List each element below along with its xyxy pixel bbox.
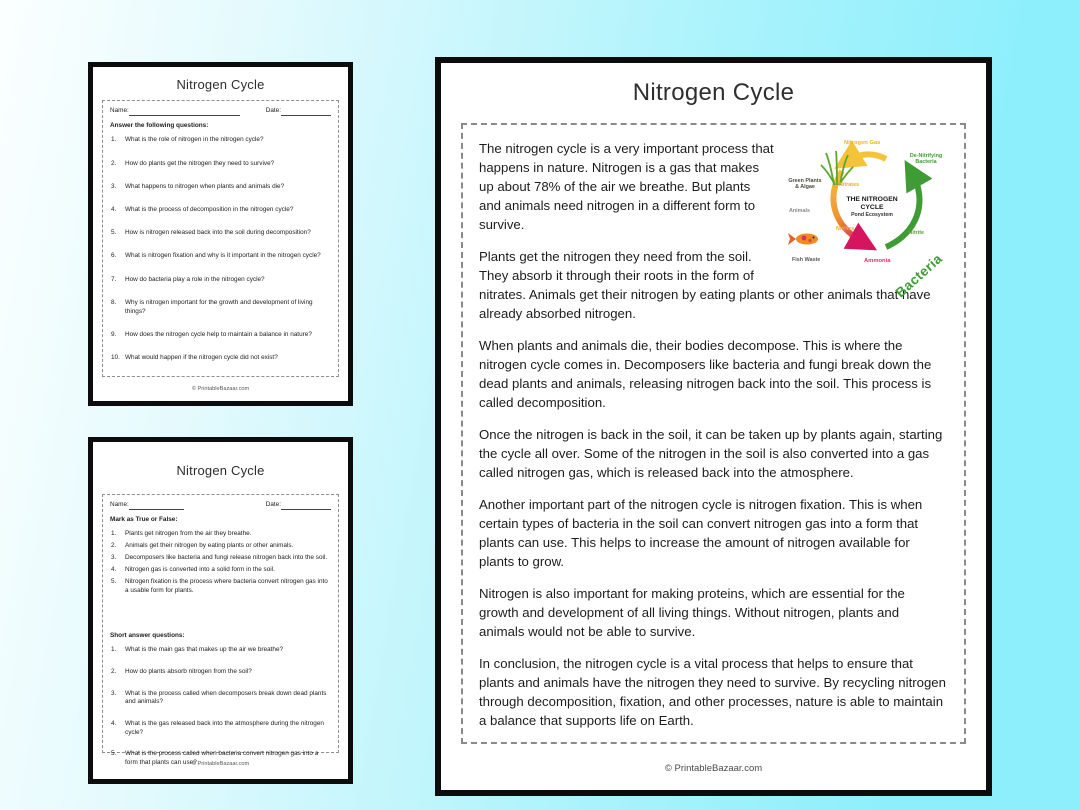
paragraph: In conclusion, the nitrogen cycle is a vital process that helps to ensure that plants and animals have the nitrogen they need to survive. By recycling nitrogen through decomposition, fixation, and other processes, nature is able to maintain a balance that supports life on Earth. (479, 656, 946, 728)
label-nitrite: Nitrite (908, 230, 924, 236)
diagram-title: THE NITROGEN CYCLE (846, 196, 898, 212)
question-item: What is the role of nitrogen in the nitrogen cycle? (125, 136, 264, 144)
question-item: How do plants get the nitrogen they need to survive? (125, 159, 275, 167)
page-title: Nitrogen Cycle (632, 79, 795, 106)
nitrogen-gas-arrow (847, 154, 886, 161)
short-answer-item: What is the main gas that makes up the air we breathe? (125, 646, 284, 654)
short-answer-item: How do plants absorb nitrogen from the soil? (125, 667, 252, 675)
name-blank-line (129, 503, 184, 510)
worksheet-truefalse-page (88, 437, 353, 784)
reading-passage-page (435, 57, 992, 796)
truefalse-item: Plants get nitrogen from the air they breathe. (125, 530, 252, 538)
truefalse-header: Mark as True or False: (110, 515, 178, 523)
paragraph: Once the nitrogen is back in the soil, it can be taken up by plants again, starting the cycle all over. Some of the nitrogen in the soil is also converted into a gas called nitrogen gas, which is released back into the atmosphere. (479, 427, 943, 480)
paragraph: Nitrogen is also important for making proteins, which are essential for the growth and development of all living things. Without nitrogen, plants and animals would not be able to survive. (479, 586, 905, 639)
name-blank-line (129, 109, 240, 116)
label-ammonia: Ammonia (864, 258, 891, 264)
short-answer-section (110, 632, 331, 768)
worksheet-questions-page (88, 62, 353, 406)
question-item: What is the process of decomposition in the nitrogen cycle? (125, 205, 294, 213)
diagram-subtitle: Pond Ecosystem (851, 212, 893, 219)
short-answer-item: What is the process called when bacteria convert nitrogen gas into a form that plants can use? (125, 750, 319, 766)
label-nitrates: Nitrates (839, 182, 860, 188)
truefalse-item: Animals get their nitrogen by eating plants or other animals. (125, 542, 294, 550)
question-list (110, 136, 331, 362)
question-item: What happens to nitrogen when plants and animals die? (125, 182, 285, 190)
label-bacteria: Bacteria (892, 251, 945, 301)
reading-body (461, 123, 966, 744)
short-answer-header: Short answer questions: (110, 631, 185, 639)
truefalse-item: Nitrogen fixation is the process where bacteria convert nitrogen gas into a usable form for plants. (125, 578, 328, 595)
label-nitrogen-gas: Nitrogen Gas (844, 140, 881, 146)
page-title: Nitrogen Cycle (176, 463, 265, 478)
paragraph: Another important part of the nitrogen cycle is nitrogen fixation. This is when certain types of bacteria in the soil can convert nitrogen gas into a form that plants can use. This helps to increase the amount of nitrogen available for plants to grow. (479, 497, 923, 569)
label-denitrifying-bacteria: De-Nitrifying Bacteria (909, 153, 943, 165)
brand-footer: © PrintableBazaar.com (191, 386, 250, 392)
truefalse-list (110, 530, 331, 595)
page-title: Nitrogen Cycle (176, 77, 265, 92)
question-item: What would happen if the nitrogen cycle did not exist? (125, 354, 278, 362)
date-label: Date: (265, 501, 282, 508)
short-answer-item: What is the gas released back into the atmosphere during the nitrogen cycle? (125, 719, 324, 736)
section-header: Answer the following questions: (110, 121, 209, 129)
label-nitrites: Nitrites (836, 226, 855, 232)
brand-footer: © PrintableBazaar.com (664, 763, 763, 774)
date-blank-line (281, 503, 331, 510)
label-animals: Animals (789, 208, 810, 214)
question-item: How do bacteria play a role in the nitrogen cycle? (125, 275, 265, 283)
question-item: What is nitrogen fixation and why is it important in the nitrogen cycle? (125, 252, 321, 260)
name-label: Name: (110, 501, 129, 508)
date-blank-line (281, 109, 331, 116)
worksheet-body (102, 100, 339, 377)
brand-footer: © PrintableBazaar.com (191, 761, 250, 767)
short-answer-item: What is the process called when decomposers break down dead plants and animals? (125, 689, 327, 706)
date-label: Date: (265, 107, 281, 114)
short-answer-list (110, 646, 331, 767)
truefalse-item: Decomposers like bacteria and fungi release nitrogen back into the soil. (125, 554, 328, 562)
question-item: How does the nitrogen cycle help to maintain a balance in nature? (125, 330, 312, 338)
name-label: Name: (110, 107, 129, 114)
name-date-row (110, 501, 331, 510)
fish-graphic (788, 233, 818, 245)
paragraph: The nitrogen cycle is a very important process that happens in nature. Nitrogen is a gas that makes up about 78% of the air we breathe. But plants and animals need nitrogen in a different form to survive. (479, 141, 774, 232)
question-item: How is nitrogen released back into the soil during decomposition? (125, 229, 311, 237)
truefalse-item: Nitrogen gas is converted into a solid form in the soil. (125, 566, 275, 574)
diagram-center-title (834, 196, 910, 220)
question-item: Why is nitrogen important for the growth and development of living things? (125, 298, 313, 315)
paragraph: Plants get the nitrogen they need from the soil. They absorb it through their roots in the form of nitrates. Animals get their nitrogen by eating plants or other animals that have already absorbed nitrogen. (479, 249, 931, 321)
label-green-plants-algae: Green Plants & Algae (788, 178, 822, 190)
name-date-row (110, 107, 331, 116)
label-fish-waste: Fish Waste (792, 257, 821, 263)
green-plants-graphic (821, 151, 853, 185)
paragraph: When plants and animals die, their bodies decompose. This is where the nitrogen cycle comes in. Decomposers like bacteria and fungi break down the dead plants and animals, releasing nitrogen back into the soil. This process is called decomposition. (479, 338, 932, 410)
nitrogen-cycle-diagram (786, 139, 948, 301)
